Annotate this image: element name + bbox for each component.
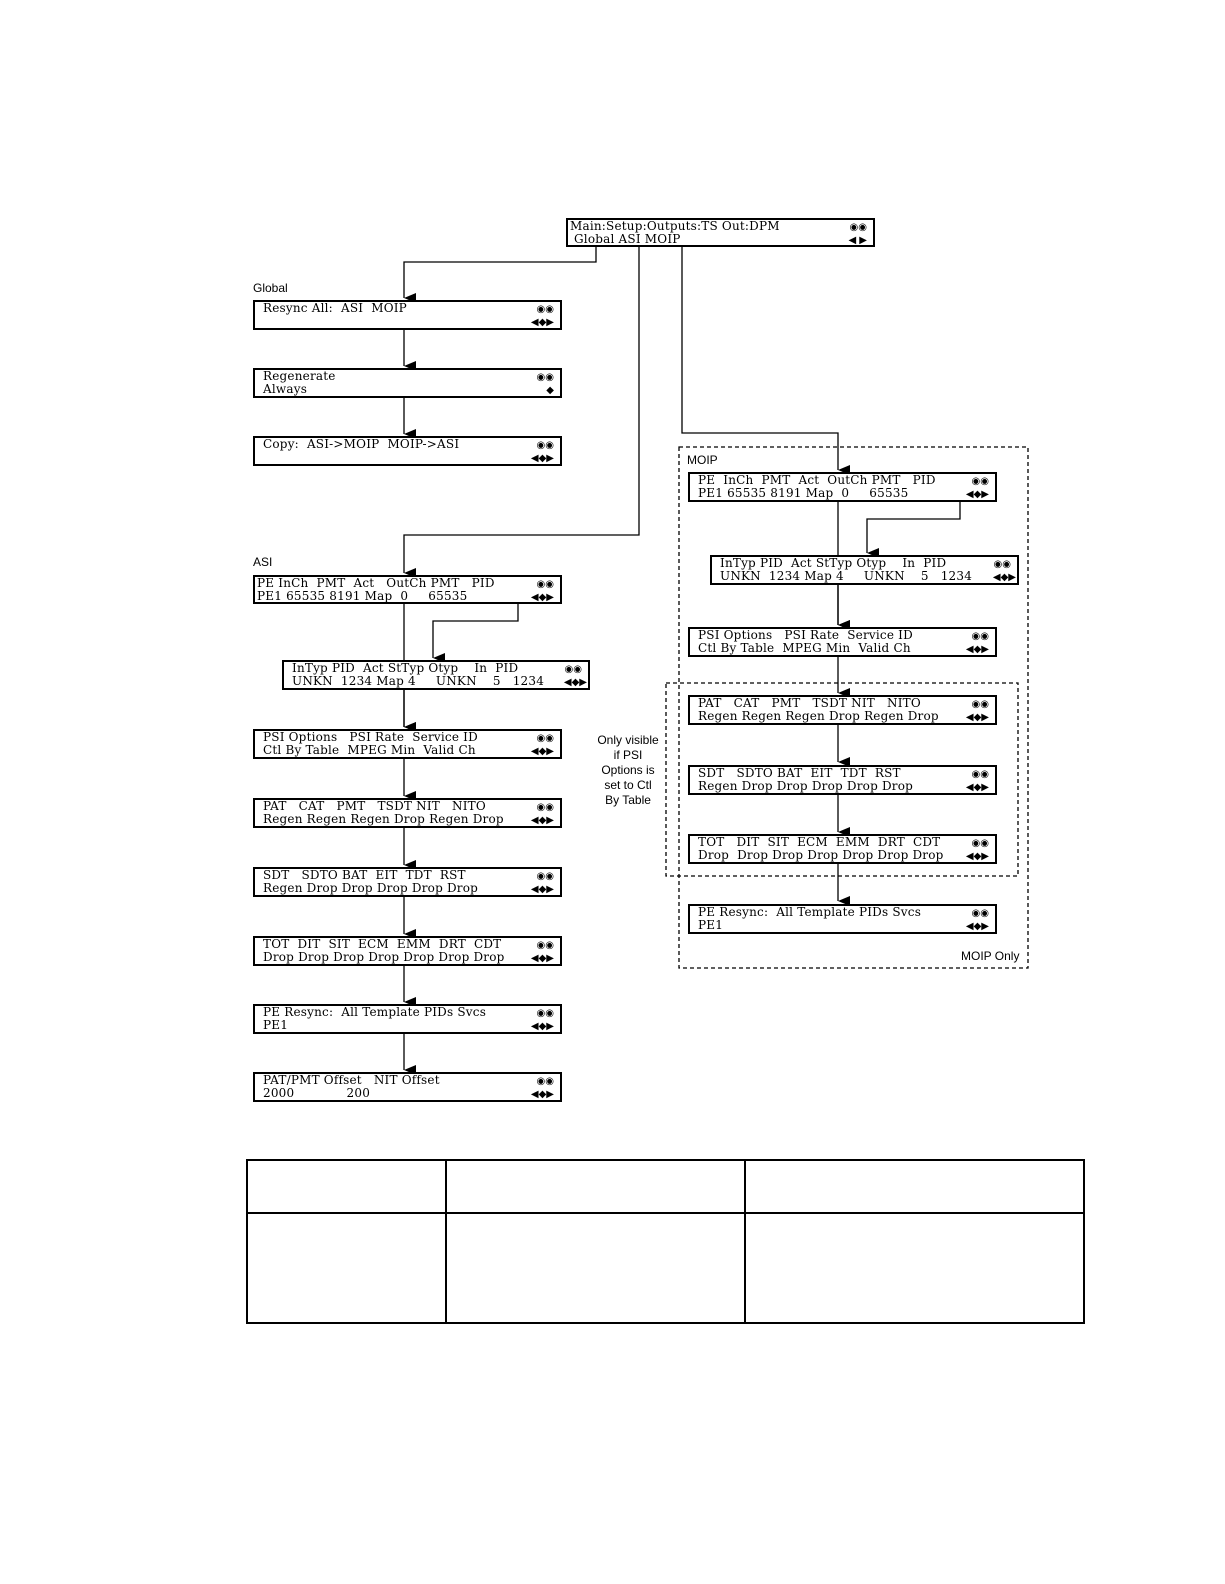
lcd-line-2: UNKN 1234 Map 4 UNKN 5 1234 xyxy=(720,569,973,583)
lcd-line-2: Regen Drop Drop Drop Drop Drop xyxy=(263,881,479,895)
button-indicator-icon: ◉◉ xyxy=(536,579,554,590)
button-indicator-icon: ◉◉ xyxy=(971,769,989,780)
button-indicator-icon: ◉◉ xyxy=(536,1076,554,1087)
asi-intyp-screen[interactable] xyxy=(282,660,590,690)
arrow-keys-icon: ◀◆▶ xyxy=(530,746,554,757)
table-cell xyxy=(446,1213,745,1323)
lcd-line-2: Regen Drop Drop Drop Drop Drop xyxy=(698,779,914,793)
lcd-line-2: Ctl By Table MPEG Min Valid Ch xyxy=(698,641,911,655)
lcd-line-1: PSI Options PSI Rate Service ID xyxy=(698,628,913,642)
lcd-line-1: PE Resync: All Template PIDs Svcs xyxy=(263,1005,487,1019)
lcd-line-2: UNKN 1234 Map 4 UNKN 5 1234 xyxy=(292,674,545,688)
lcd-line-1: Copy: ASI->MOIP MOIP->ASI xyxy=(263,437,460,451)
table-cell xyxy=(247,1160,446,1213)
lcd-line-2: Regen Regen Regen Drop Regen Drop xyxy=(698,709,939,723)
lcd-line-2: Global ASI MOIP xyxy=(570,232,681,246)
button-indicator-icon: ◉◉ xyxy=(564,664,582,675)
button-indicator-icon: ◉◉ xyxy=(536,304,554,315)
arrow-keys-icon: ◀◆▶ xyxy=(530,884,554,895)
moip-tot-screen[interactable] xyxy=(688,834,997,864)
button-indicator-icon: ◉◉ xyxy=(536,871,554,882)
note-line: By Table xyxy=(605,793,651,807)
lcd-line-1: PE InCh PMT Act OutCh PMT PID xyxy=(257,576,495,590)
asi-pe-resync-screen[interactable] xyxy=(253,1004,562,1034)
lcd-line-1: PAT CAT PMT TSDT NIT NITO xyxy=(698,696,921,710)
button-indicator-icon: ◉◉ xyxy=(971,476,989,487)
note-line: Options is xyxy=(601,763,655,777)
lcd-line-1: TOT DIT SIT ECM EMM DRT CDT xyxy=(698,835,941,849)
button-indicator-icon: ◉◉ xyxy=(536,372,554,383)
lcd-line-2: Always xyxy=(263,382,308,396)
asi-offset-screen[interactable] xyxy=(253,1072,562,1102)
global-section-label: Global xyxy=(253,281,288,295)
main-dpm-screen[interactable] xyxy=(566,218,875,247)
moip-section-label: MOIP xyxy=(687,453,718,467)
asi-section-label: ASI xyxy=(253,555,273,569)
lcd-line-1: InTyp PID Act StTyp Otyp In PID xyxy=(292,661,519,675)
arrow-keys-icon: ◀◆▶ xyxy=(965,712,989,723)
lcd-line-2: Ctl By Table MPEG Min Valid Ch xyxy=(263,743,476,757)
lcd-line-1: PE InCh PMT Act OutCh PMT PID xyxy=(698,473,936,487)
global-copy-screen[interactable] xyxy=(253,436,562,466)
up-down-arrow-icon: ◆ xyxy=(546,385,554,396)
button-indicator-icon: ◉◉ xyxy=(971,631,989,642)
lcd-line-1: Regenerate xyxy=(263,369,336,383)
asi-tot-screen[interactable] xyxy=(253,936,562,966)
arrow-keys-icon: ◀◆▶ xyxy=(530,1089,554,1100)
moip-pe-resync-screen[interactable] xyxy=(688,904,997,934)
arrow-keys-icon: ◀◆▶ xyxy=(530,453,554,464)
button-indicator-icon: ◉◉ xyxy=(993,559,1011,570)
lcd-line-1: PAT/PMT Offset NIT Offset xyxy=(263,1073,440,1087)
moip-pe-screen[interactable] xyxy=(688,472,997,502)
asi-sdt-screen[interactable] xyxy=(253,867,562,897)
lcd-line-1: PSI Options PSI Rate Service ID xyxy=(263,730,478,744)
arrow-keys-icon: ◀◆▶ xyxy=(530,1021,554,1032)
button-indicator-icon: ◉◉ xyxy=(849,222,867,233)
lcd-line-1: PAT CAT PMT TSDT NIT NITO xyxy=(263,799,486,813)
note-line: Only visible xyxy=(597,733,659,747)
arrow-keys-icon: ◀◆▶ xyxy=(992,572,1016,583)
button-indicator-icon: ◉◉ xyxy=(536,1008,554,1019)
arrow-keys-icon: ◀◆▶ xyxy=(563,677,587,688)
lcd-line-1: TOT DIT SIT ECM EMM DRT CDT xyxy=(263,937,502,951)
lcd-line-1: InTyp PID Act StTyp Otyp In PID xyxy=(720,556,947,570)
global-regenerate-screen[interactable] xyxy=(253,368,562,398)
arrow-keys-icon: ◀◆▶ xyxy=(530,953,554,964)
button-indicator-icon: ◉◉ xyxy=(536,802,554,813)
table-cell xyxy=(446,1160,745,1213)
moip-only-label: MOIP Only xyxy=(961,949,1020,963)
lcd-line-2: PE1 xyxy=(263,1018,289,1032)
lcd-line-2: Regen Regen Regen Drop Regen Drop xyxy=(263,812,504,826)
moip-intyp-screen[interactable] xyxy=(710,555,1019,585)
table-cell xyxy=(745,1160,1084,1213)
asi-pat-screen[interactable] xyxy=(253,798,562,828)
lcd-line-1: SDT SDTO BAT EIT TDT RST xyxy=(263,868,466,882)
arrow-keys-icon: ◀◆▶ xyxy=(965,644,989,655)
lcd-line-1: Resync All: ASI MOIP xyxy=(263,301,407,315)
table-cell xyxy=(745,1213,1084,1323)
note-line: if PSI xyxy=(613,748,643,762)
button-indicator-icon: ◉◉ xyxy=(536,440,554,451)
lcd-line-1: SDT SDTO BAT EIT TDT RST xyxy=(698,766,901,780)
lcd-line-1: PE Resync: All Template PIDs Svcs xyxy=(698,905,922,919)
lcd-line-2: Drop Drop Drop Drop Drop Drop Drop xyxy=(698,848,944,862)
button-indicator-icon: ◉◉ xyxy=(536,733,554,744)
lcd-line-2: Drop Drop Drop Drop Drop Drop Drop xyxy=(263,950,505,964)
arrow-keys-icon: ◀◆▶ xyxy=(965,489,989,500)
lcd-line-2: PE1 65535 8191 Map 0 65535 xyxy=(257,589,468,603)
moip-sdt-screen[interactable] xyxy=(688,765,997,795)
arrow-keys-icon: ◀◆▶ xyxy=(530,815,554,826)
moip-pat-screen[interactable] xyxy=(688,695,997,725)
empty-table xyxy=(246,1159,1085,1324)
global-resync-all-screen[interactable] xyxy=(253,300,562,330)
arrow-keys-icon: ◀◆▶ xyxy=(965,782,989,793)
lcd-line-1: Main:Setup:Outputs:TS Out:DPM xyxy=(570,219,780,233)
lcd-line-2: 2000 200 xyxy=(263,1086,371,1100)
lcd-line-2: PE1 xyxy=(698,918,724,932)
arrow-keys-icon: ◀◆▶ xyxy=(530,592,554,603)
psi-visibility-note xyxy=(588,733,668,808)
note-line: set to Ctl xyxy=(604,778,652,792)
arrow-keys-icon: ◀◆▶ xyxy=(965,921,989,932)
arrow-keys-icon: ◀ ▶ xyxy=(848,235,867,246)
button-indicator-icon: ◉◉ xyxy=(971,908,989,919)
table-cell xyxy=(247,1213,446,1323)
arrow-keys-icon: ◀◆▶ xyxy=(530,317,554,328)
arrow-keys-icon: ◀◆▶ xyxy=(965,851,989,862)
button-indicator-icon: ◉◉ xyxy=(971,699,989,710)
button-indicator-icon: ◉◉ xyxy=(536,940,554,951)
asi-pe-screen[interactable] xyxy=(253,575,562,604)
asi-psi-options-screen[interactable] xyxy=(253,729,562,759)
lcd-line-2: PE1 65535 8191 Map 0 65535 xyxy=(698,486,909,500)
button-indicator-icon: ◉◉ xyxy=(971,838,989,849)
moip-psi-options-screen[interactable] xyxy=(688,627,997,657)
